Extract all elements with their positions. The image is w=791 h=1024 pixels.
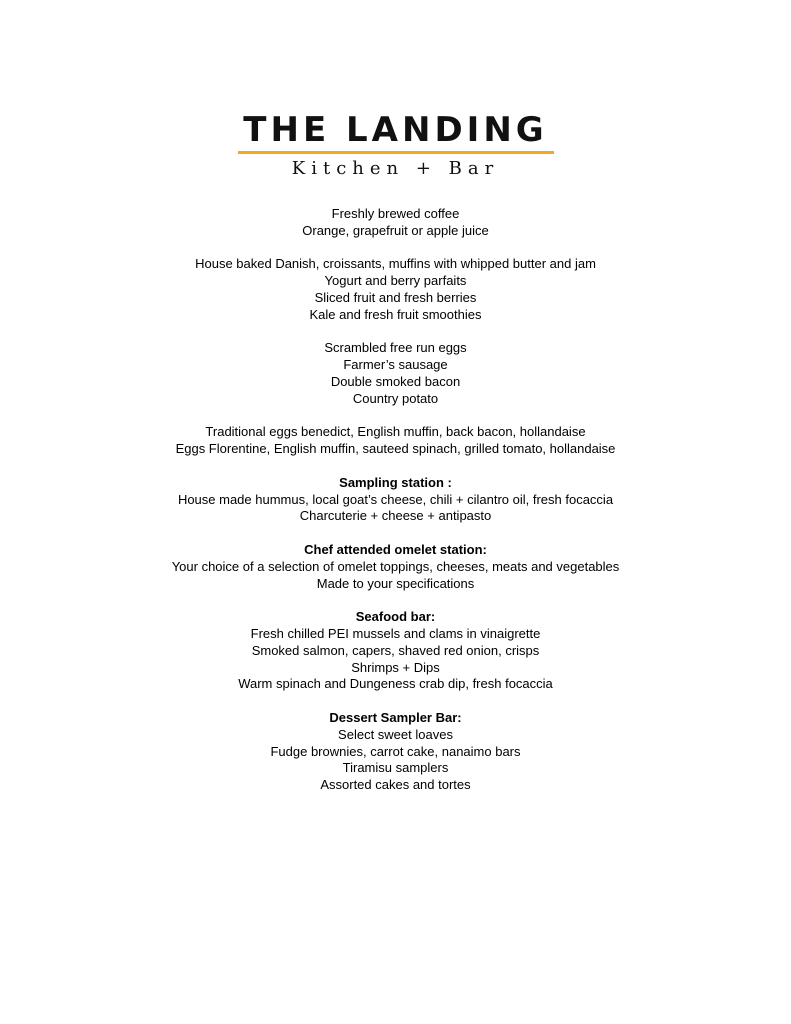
menu-section	[0, 609, 791, 693]
menu-item: Tiramisu samplers	[342, 760, 449, 776]
menu-body	[0, 206, 791, 811]
section-heading: Chef attended omelet station:	[304, 541, 487, 557]
restaurant-logo	[0, 110, 791, 182]
menu-item: Farmer’s sausage	[343, 357, 448, 373]
menu-item: House baked Danish, croissants, muffins with whipped butter and jam	[195, 256, 596, 272]
section-heading: Seafood bar:	[355, 609, 436, 625]
menu-section	[0, 206, 791, 240]
menu-item: House made hummus, local goat’s cheese, chili + cilantro oil, fresh focaccia	[177, 491, 614, 507]
section-heading: Sampling station :	[339, 474, 452, 490]
section-heading: Dessert Sampler Bar:	[329, 709, 462, 725]
menu-item: Smoked salmon, capers, shaved red onion, crisps	[251, 642, 540, 658]
menu-section	[0, 256, 791, 323]
menu-item: Double smoked bacon	[330, 373, 461, 389]
menu-item: Charcuterie + cheese + antipasto	[299, 508, 492, 524]
menu-item: Select sweet loaves	[338, 726, 453, 742]
logo-accent-rule	[238, 151, 554, 154]
menu-item: Freshly brewed coffee	[331, 206, 460, 221]
menu-item: Kale and fresh fruit smoothies	[309, 306, 482, 322]
menu-item: Scrambled free run eggs	[324, 340, 467, 356]
menu-section	[0, 475, 791, 525]
menu-item: Assorted cakes and tortes	[320, 777, 471, 793]
menu-section	[0, 340, 791, 407]
menu-item: Your choice of a selection of omelet toppings, cheeses, meats and vegetables	[171, 558, 620, 574]
menu-section	[0, 542, 791, 592]
menu-item: Sliced fruit and fresh berries	[314, 289, 477, 305]
menu-item: Made to your specifications	[316, 575, 475, 591]
menu-item: Eggs Florentine, English muffin, sauteed spinach, grilled tomato, hollandaise	[175, 441, 616, 457]
menu-section	[0, 424, 791, 458]
menu-item: Fudge brownies, carrot cake, nanaimo bars	[270, 743, 521, 759]
menu-item: Shrimps + Dips	[351, 659, 440, 675]
logo-title: THE LANDING	[243, 110, 548, 150]
menu-section	[0, 710, 791, 794]
menu-item: Yogurt and berry parfaits	[324, 273, 467, 289]
menu-item: Country potato	[352, 390, 439, 406]
menu-item: Traditional eggs benedict, English muffin, back bacon, hollandaise	[205, 424, 586, 440]
menu-item: Warm spinach and Dungeness crab dip, fresh focaccia	[238, 676, 553, 692]
menu-item: Fresh chilled PEI mussels and clams in vinaigrette	[250, 625, 541, 641]
menu-item: Orange, grapefruit or apple juice	[302, 222, 489, 238]
logo-subtitle: Kitchen + Bar	[291, 158, 500, 179]
